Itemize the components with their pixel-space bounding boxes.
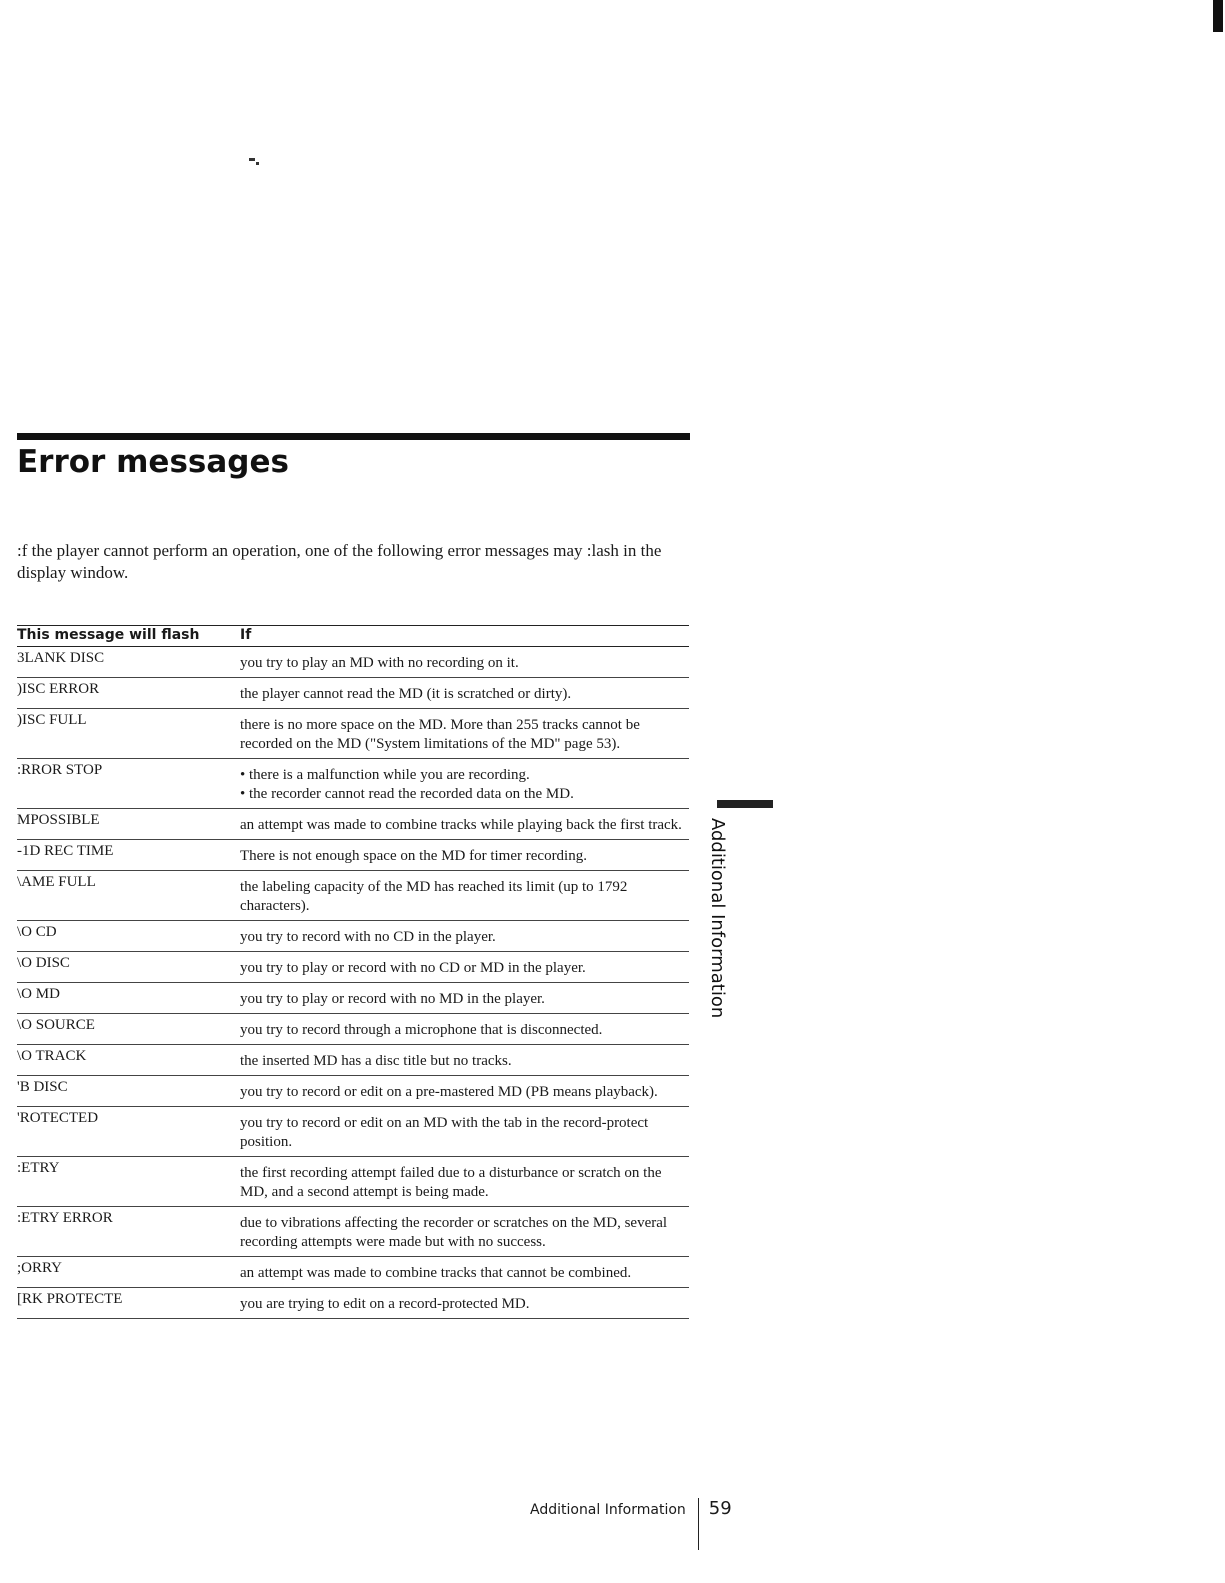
error-condition-cell: you try to record with no CD in the player. xyxy=(240,929,496,945)
error-messages-table xyxy=(17,625,689,1319)
error-condition-cell: the inserted MD has a disc title but no tracks. xyxy=(240,1053,512,1069)
error-condition-cell: you try to record or edit on a pre-mastered MD (PB means playback). xyxy=(240,1084,658,1100)
footer-section-name: Additional Information xyxy=(530,1502,686,1518)
error-message-cell: :RROR STOP xyxy=(17,762,103,778)
error-message-cell: :ETRY ERROR xyxy=(17,1210,113,1226)
page-footer xyxy=(530,1498,732,1550)
table-header xyxy=(17,625,689,647)
error-message-cell: 3LANK DISC xyxy=(17,650,105,666)
error-condition-cell: you are trying to edit on a record-protected MD. xyxy=(240,1296,530,1312)
error-condition-cell: an attempt was made to combine tracks that cannot be combined. xyxy=(240,1265,632,1281)
intro-paragraph: :f the player cannot perform an operation, one of the following error messages may :lash in the display window. xyxy=(17,541,662,582)
table-row xyxy=(17,983,689,1014)
table-row xyxy=(17,1014,689,1045)
table-row xyxy=(17,1207,689,1257)
table-row xyxy=(17,1288,689,1319)
error-condition-cell: the first recording attempt failed due to a disturbance or scratch on the MD, and a second attempt is being made. xyxy=(240,1165,662,1200)
table-body xyxy=(17,647,689,1319)
section-side-tab xyxy=(707,800,731,1030)
error-condition-cell: you try to play or record with no CD or MD in the player. xyxy=(240,960,586,976)
error-message-cell: \O MD xyxy=(17,986,60,1002)
scan-speck xyxy=(256,162,259,165)
error-condition-cell: the player cannot read the MD (it is scratched or dirty). xyxy=(240,686,572,702)
side-tab-mark xyxy=(717,800,773,808)
error-condition-cell: there is no more space on the MD. More than 255 tracks cannot be recorded on the MD ("System limitations of the MD" page 53). xyxy=(240,717,640,752)
error-message-cell: MPOSSIBLE xyxy=(17,812,100,828)
page-number: 59 xyxy=(708,1498,732,1519)
error-condition-cell: you try to record through a microphone that is disconnected. xyxy=(240,1022,603,1038)
error-condition-cell: due to vibrations affecting the recorder or scratches on the MD, several recording attempts were made but with no success. xyxy=(240,1215,668,1250)
error-message-cell: -1D REC TIME xyxy=(17,843,114,859)
error-condition-cell: you try to play or record with no MD in the player. xyxy=(240,991,545,1007)
footer-divider xyxy=(698,1498,699,1550)
heading-rule xyxy=(17,433,690,440)
table-row xyxy=(17,840,689,871)
table-row xyxy=(17,709,689,759)
table-row xyxy=(17,952,689,983)
error-condition-cell: an attempt was made to combine tracks while playing back the first track. xyxy=(240,817,682,833)
header-if: If xyxy=(240,627,252,643)
table-row xyxy=(17,921,689,952)
table-row xyxy=(17,1257,689,1288)
table-row xyxy=(17,1107,689,1157)
table-row xyxy=(17,1076,689,1107)
table-row xyxy=(17,809,689,840)
error-message-cell: )ISC ERROR xyxy=(17,681,100,697)
error-message-cell: )ISC FULL xyxy=(17,712,87,728)
error-message-cell: \O DISC xyxy=(17,955,70,971)
scan-speck xyxy=(249,158,255,161)
table-row xyxy=(17,678,689,709)
error-condition-cell: There is not enough space on the MD for timer recording. xyxy=(240,848,587,864)
error-message-cell: \O SOURCE xyxy=(17,1017,95,1033)
side-tab-label: Additional Information xyxy=(707,818,728,1019)
header-message: This message will flash xyxy=(17,627,200,643)
error-message-cell: \O CD xyxy=(17,924,57,940)
error-message-cell: \O TRACK xyxy=(17,1048,87,1064)
error-condition-cell: the labeling capacity of the MD has reached its limit (up to 1792 characters). xyxy=(240,879,628,914)
error-condition-cell: you try to record or edit on an MD with the tab in the record-protect position. xyxy=(240,1115,649,1150)
error-message-cell: 'ROTECTED xyxy=(17,1110,99,1126)
error-message-cell: [RK PROTECTE xyxy=(17,1291,123,1307)
table-row xyxy=(17,647,689,678)
table-row xyxy=(17,871,689,921)
error-condition-cell: • there is a malfunction while you are recording. • the recorder cannot read the recorded data on the MD. xyxy=(240,767,574,802)
error-condition-cell: you try to play an MD with no recording on it. xyxy=(240,655,519,671)
error-message-cell: 'B DISC xyxy=(17,1079,68,1095)
error-message-cell: ;ORRY xyxy=(17,1260,63,1276)
table-row xyxy=(17,1045,689,1076)
page-title: Error messages xyxy=(17,444,289,480)
error-message-cell: \AME FULL xyxy=(17,874,96,890)
table-row xyxy=(17,759,689,809)
scan-corner-mark xyxy=(1213,0,1223,32)
table-row xyxy=(17,1157,689,1207)
error-message-cell: :ETRY xyxy=(17,1160,60,1176)
